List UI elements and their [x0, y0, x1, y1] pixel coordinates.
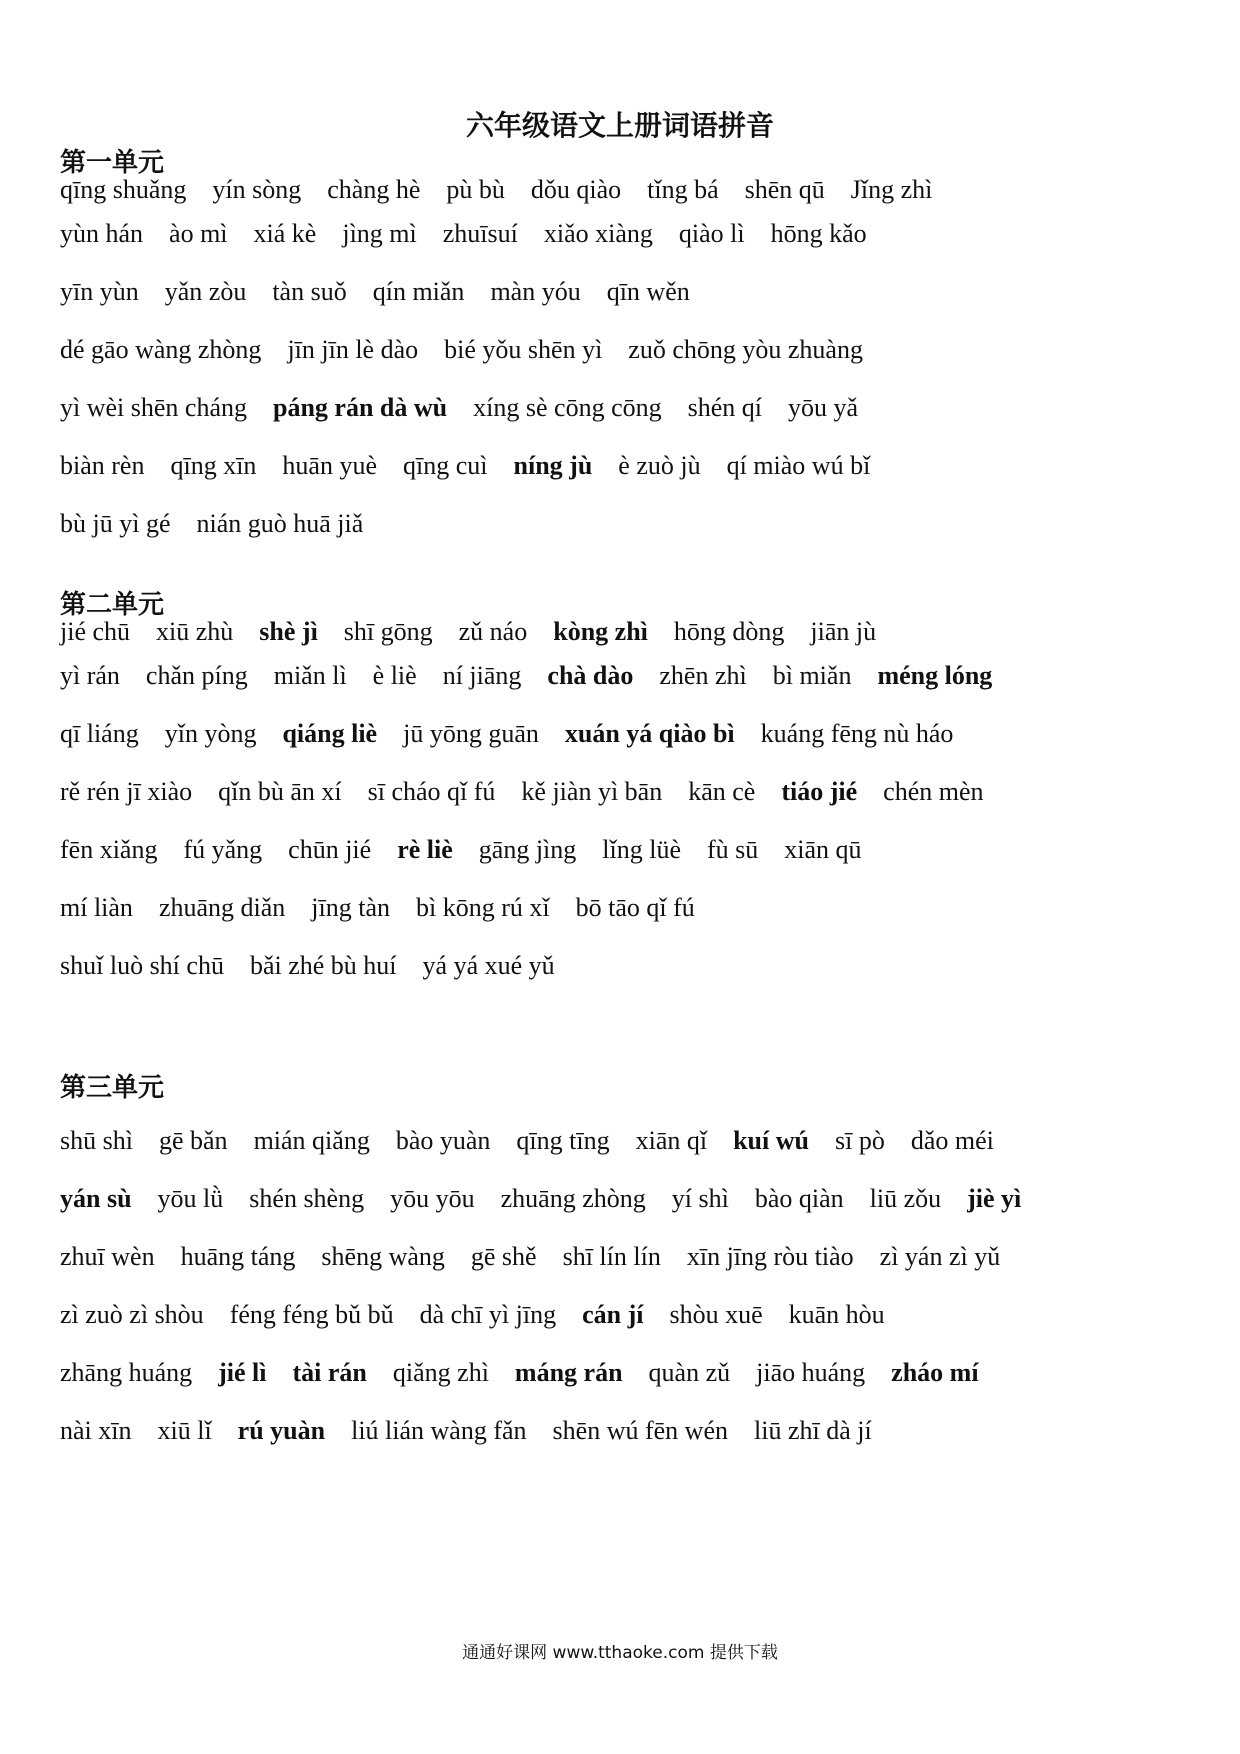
pinyin-word: huān yuè [282, 451, 378, 480]
pinyin-word: zháo mí [891, 1358, 979, 1387]
pinyin-word: kuáng fēng nù háo [760, 719, 954, 748]
pinyin-word: cán jí [582, 1300, 644, 1329]
unit-1-row-1 [60, 175, 958, 205]
pinyin-word: rě rén jī xiào [60, 777, 193, 806]
pinyin-word: liú lián wàng fǎn [351, 1416, 527, 1445]
unit-1-row-6 [60, 451, 896, 481]
pinyin-word: hōng dòng [673, 617, 785, 646]
pinyin-word: zì zuò zì shòu [60, 1300, 204, 1329]
pinyin-word: xiá kè [253, 219, 317, 248]
pinyin-word: bù jū yì gé [60, 509, 171, 538]
pinyin-word: xiū zhù [156, 617, 234, 646]
unit-3-row-4 [60, 1300, 911, 1330]
pinyin-word: qīng shuǎng [60, 175, 187, 204]
pinyin-word: zhuīsuí [442, 219, 518, 248]
pinyin-word: biàn rèn [60, 451, 145, 480]
unit-2-row-1 [60, 617, 902, 647]
pinyin-word: páng rán dà wù [273, 393, 448, 422]
pinyin-word: kuí wú [733, 1126, 809, 1155]
pinyin-word: yín sòng [212, 175, 302, 204]
unit-3-row-5 [60, 1358, 1005, 1388]
pinyin-word: tǐng bá [647, 175, 719, 204]
pinyin-word: tài rán [292, 1358, 367, 1387]
pinyin-word: qīng cuì [403, 451, 488, 480]
pinyin-word: fù sū [707, 835, 759, 864]
pinyin-word: kòng zhì [553, 617, 648, 646]
pinyin-word: xiū lǐ [157, 1416, 212, 1445]
pinyin-word: méng lóng [877, 661, 993, 690]
pinyin-word: zhuāng zhòng [500, 1184, 646, 1213]
pinyin-word: pù bù [446, 175, 505, 204]
pinyin-word: yán sù [60, 1184, 132, 1213]
pinyin-word: gē bǎn [158, 1126, 228, 1155]
pinyin-word: nài xīn [60, 1416, 132, 1445]
pinyin-word: chén mèn [883, 777, 984, 806]
pinyin-word: qīng tīng [516, 1126, 610, 1155]
unit-3-row-6 [60, 1416, 898, 1446]
pinyin-word: xíng sè cōng cōng [473, 393, 662, 422]
pinyin-word: níng jù [513, 451, 593, 480]
unit-2-row-3 [60, 719, 979, 749]
unit-1-heading: 第一单元 [60, 148, 165, 178]
pinyin-word: jiān jù [810, 617, 877, 646]
pinyin-word: shēn wú fēn wén [552, 1416, 728, 1445]
pinyin-word: zhuī wèn [60, 1242, 155, 1271]
pinyin-word: quàn zǔ [648, 1358, 731, 1387]
pinyin-word: zhēn zhì [659, 661, 747, 690]
pinyin-word: shè jì [259, 617, 318, 646]
unit-2-row-7 [60, 951, 581, 981]
unit-1-row-4 [60, 335, 889, 365]
pinyin-word: bié yǒu shēn yì [444, 335, 603, 364]
pinyin-word: mián qiǎng [253, 1126, 370, 1155]
pinyin-word: bì miǎn [772, 661, 852, 690]
pinyin-word: kě jiàn yì bān [521, 777, 663, 806]
unit-2-row-5 [60, 835, 888, 865]
pinyin-word: tàn suǒ [272, 277, 347, 306]
pinyin-word: màn yóu [490, 277, 581, 306]
pinyin-word: féng féng bǔ bǔ [229, 1300, 394, 1329]
pinyin-word: qín miǎn [372, 277, 465, 306]
pinyin-word: gē shě [470, 1242, 537, 1271]
pinyin-word: bào yuàn [395, 1126, 491, 1155]
pinyin-word: zǔ náo [458, 617, 528, 646]
pinyin-word: shuǐ luò shí chū [60, 951, 224, 980]
pinyin-word: yì wèi shēn cháng [60, 393, 248, 422]
pinyin-word: yùn hán [60, 219, 144, 248]
pinyin-word: qǐn bù ān xí [218, 777, 342, 806]
pinyin-word: qí miào wú bǐ [726, 451, 871, 480]
pinyin-word: jū yōng guān [403, 719, 539, 748]
unit-1-row-3 [60, 277, 716, 307]
pinyin-word: shī gōng [343, 617, 433, 646]
unit-2-row-4 [60, 777, 1010, 807]
pinyin-word: qīn wěn [606, 277, 690, 306]
pinyin-word: dǒu qiào [530, 175, 622, 204]
pinyin-word: xiān qǐ [635, 1126, 708, 1155]
pinyin-word: fēn xiǎng [60, 835, 158, 864]
pinyin-word: yá yá xué yǔ [422, 951, 555, 980]
page-title: 六年级语文上册词语拼音 [465, 109, 774, 142]
pinyin-word: ní jiāng [442, 661, 522, 690]
pinyin-word: shòu xuē [669, 1300, 763, 1329]
pinyin-word: shén qí [687, 393, 762, 422]
pinyin-word: qīng xīn [170, 451, 257, 480]
page-footer: 通通好课网 www.tthaoke.com 提供下载 [462, 1643, 778, 1663]
pinyin-word: fú yǎng [183, 835, 263, 864]
pinyin-word: kān cè [688, 777, 756, 806]
pinyin-word: yīn yùn [60, 277, 139, 306]
pinyin-word: shén shèng [249, 1184, 365, 1213]
unit-2-heading: 第二单元 [60, 590, 165, 620]
unit-3-row-2 [60, 1184, 1047, 1214]
pinyin-word: yōu lǜ [157, 1184, 224, 1213]
pinyin-word: yǎn zòu [164, 277, 247, 306]
unit-2-row-2 [60, 661, 1018, 691]
unit-2-row-6 [60, 893, 721, 923]
pinyin-word: jié chū [60, 617, 131, 646]
pinyin-word: bào qiàn [754, 1184, 844, 1213]
pinyin-word: zuǒ chōng yòu zhuàng [628, 335, 863, 364]
pinyin-word: hōng kǎo [770, 219, 867, 248]
pinyin-word: chǎn píng [145, 661, 248, 690]
pinyin-word: chàng hè [327, 175, 421, 204]
pinyin-word: tiáo jié [781, 777, 858, 806]
pinyin-word: yǐn yòng [164, 719, 257, 748]
pinyin-word: dà chī yì jīng [419, 1300, 557, 1329]
pinyin-word: shū shì [60, 1126, 133, 1155]
pinyin-word: sī cháo qǐ fú [367, 777, 496, 806]
pinyin-word: zì yán zì yǔ [879, 1242, 1001, 1271]
pinyin-word: bō tāo qǐ fú [575, 893, 695, 922]
pinyin-word: xiān qū [784, 835, 862, 864]
pinyin-word: qiǎng zhì [392, 1358, 489, 1387]
pinyin-word: xiǎo xiàng [543, 219, 653, 248]
pinyin-word: xuán yá qiào bì [564, 719, 735, 748]
pinyin-word: liū zǒu [869, 1184, 942, 1213]
pinyin-word: chà dào [547, 661, 634, 690]
pinyin-word: rè liè [397, 835, 453, 864]
unit-1-row-7 [60, 509, 389, 539]
pinyin-word: yí shì [671, 1184, 729, 1213]
pinyin-word: jīng tàn [311, 893, 390, 922]
pinyin-word: qī liáng [60, 719, 139, 748]
pinyin-word: bì kōng rú xǐ [416, 893, 550, 922]
pinyin-word: shēn qū [744, 175, 825, 204]
pinyin-word: jiè yì [967, 1184, 1022, 1213]
pinyin-word: yōu yǎ [788, 393, 859, 422]
unit-3-row-1 [60, 1126, 1020, 1156]
pinyin-word: chūn jié [288, 835, 372, 864]
pinyin-word: jīn jīn lè dào [287, 335, 419, 364]
pinyin-word: xīn jīng ròu tiào [686, 1242, 854, 1271]
pinyin-word: bǎi zhé bù huí [249, 951, 397, 980]
pinyin-word: yōu yōu [390, 1184, 475, 1213]
pinyin-word: dé gāo wàng zhòng [60, 335, 262, 364]
unit-1-row-2 [60, 219, 893, 249]
pinyin-word: zhāng huáng [60, 1358, 193, 1387]
pinyin-word: máng rán [514, 1358, 623, 1387]
pinyin-word: shī lín lín [562, 1242, 661, 1271]
pinyin-word: gāng jìng [478, 835, 577, 864]
pinyin-word: è liè [372, 661, 417, 690]
unit-3-heading: 第三单元 [60, 1073, 165, 1103]
pinyin-word: miǎn lì [273, 661, 347, 690]
pinyin-word: qiào lì [678, 219, 745, 248]
pinyin-word: jié lì [218, 1358, 267, 1387]
unit-1-row-5 [60, 393, 884, 423]
pinyin-word: jìng mì [342, 219, 417, 248]
pinyin-word: ào mì [169, 219, 228, 248]
pinyin-word: sī pò [834, 1126, 885, 1155]
pinyin-word: nián guò huā jiǎ [196, 509, 364, 538]
pinyin-word: yì rán [60, 661, 120, 690]
pinyin-word: shēng wàng [321, 1242, 445, 1271]
unit-3-row-3 [60, 1242, 1026, 1272]
pinyin-word: dǎo méi [910, 1126, 994, 1155]
pinyin-word: rú yuàn [237, 1416, 326, 1445]
pinyin-word: zhuāng diǎn [158, 893, 286, 922]
pinyin-word: è zuò jù [618, 451, 701, 480]
pinyin-word: liū zhī dà jí [754, 1416, 872, 1445]
pinyin-word: huāng táng [180, 1242, 296, 1271]
pinyin-word: qiáng liè [282, 719, 378, 748]
pinyin-word: Jǐng zhì [850, 175, 933, 204]
pinyin-word: kuān hòu [788, 1300, 885, 1329]
pinyin-word: mí liàn [60, 893, 133, 922]
pinyin-word: lǐng lüè [602, 835, 681, 864]
pinyin-word: jiāo huáng [756, 1358, 866, 1387]
